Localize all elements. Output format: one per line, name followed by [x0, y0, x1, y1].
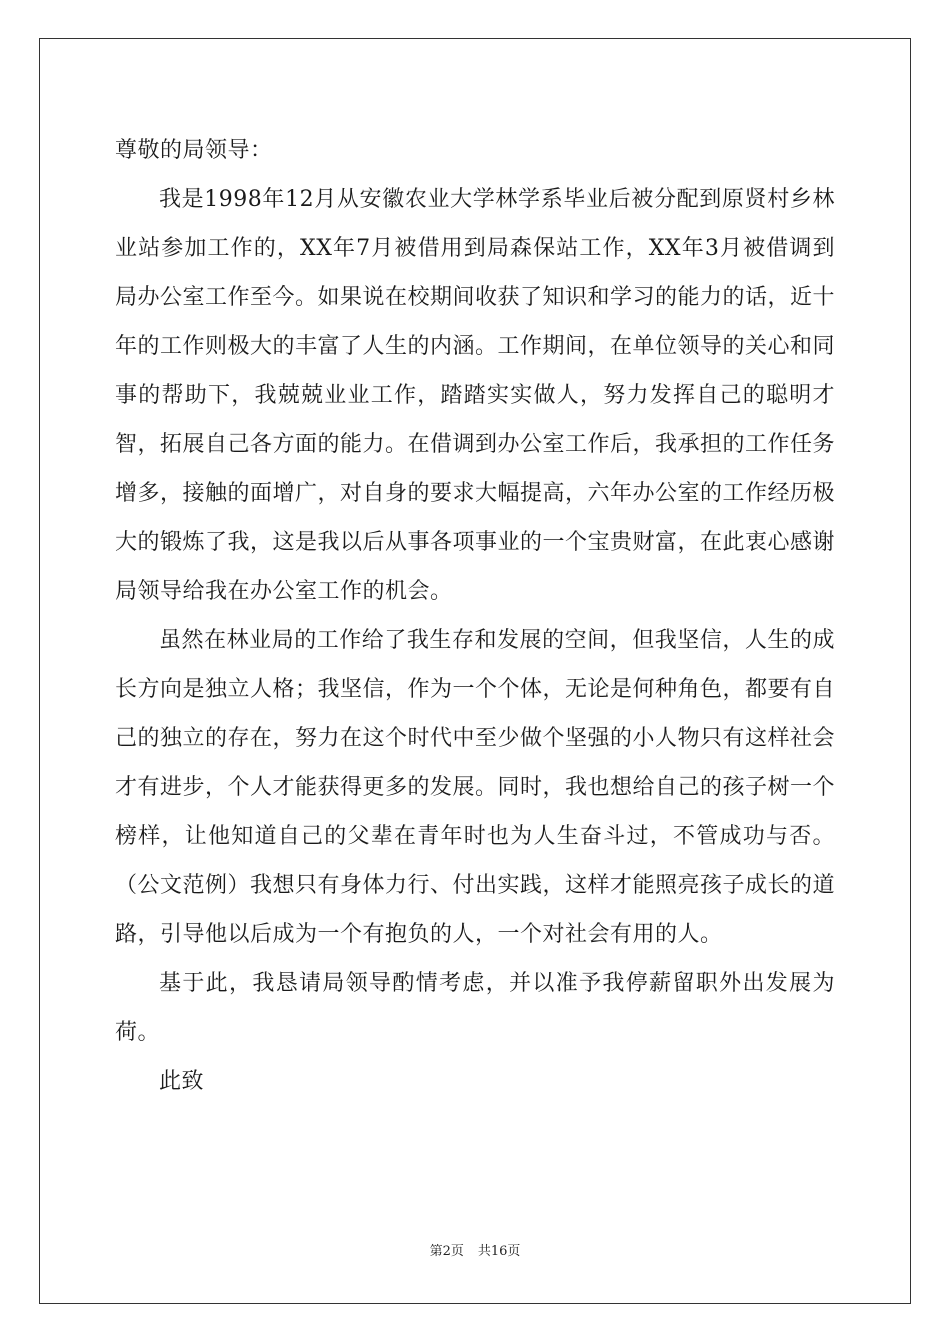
closing: 此致 — [159, 1069, 205, 1094]
paragraph-3: 基于此，我恳请局领导酌情考虑，并以准予我停薪留职外出发展为荷。 — [115, 971, 835, 1045]
letter-body — [115, 126, 835, 1106]
page-total: 共16页 — [477, 1244, 521, 1259]
page-footer — [0, 1240, 950, 1259]
salutation: 尊敬的局领导： — [115, 138, 273, 163]
page-number: 第2页 — [429, 1244, 464, 1259]
paragraph-1: 我是1998年12月从安徽农业大学林学系毕业后被分配到原贤村乡林业站参加工作的，XX年7月被借用到局森保站工作，XX年3月被借调到局办公室工作至今。如果说在校期间收获了知识和学习的能力的话，近十年的工作则极大的丰富了人生的内涵。工作期间，在单位领导的关心和同事的帮助下，我兢兢业业工作，踏踏实实做人，努力发挥自己的聪明才智，拓展自己各方面的能力。在借调到办公室工作后，我承担的工作任务增多，接触的面增广，对自身的要求大幅提高，六年办公室的工作经历极大的锻炼了我，这是我以后从事各项事业的一个宝贵财富，在此衷心感谢局领导给我在办公室工作的机会。 — [115, 187, 836, 604]
paragraph-2: 虽然在林业局的工作给了我生存和发展的空间，但我坚信，人生的成长方向是独立人格；我坚信，作为一个个体，无论是何种角色，都要有自己的独立的存在，努力在这个时代中至少做个坚强的小人物只有这样社会才有进步，个人才能获得更多的发展。同时，我也想给自己的孩子树一个榜样，让他知道自己的父辈在青年时也为人生奋斗过，不管成功与否。（公文范例）我想只有身体力行、付出实践，这样才能照亮孩子成长的道路，引导他以后成为一个有抱负的人，一个对社会有用的人。 — [115, 628, 836, 947]
